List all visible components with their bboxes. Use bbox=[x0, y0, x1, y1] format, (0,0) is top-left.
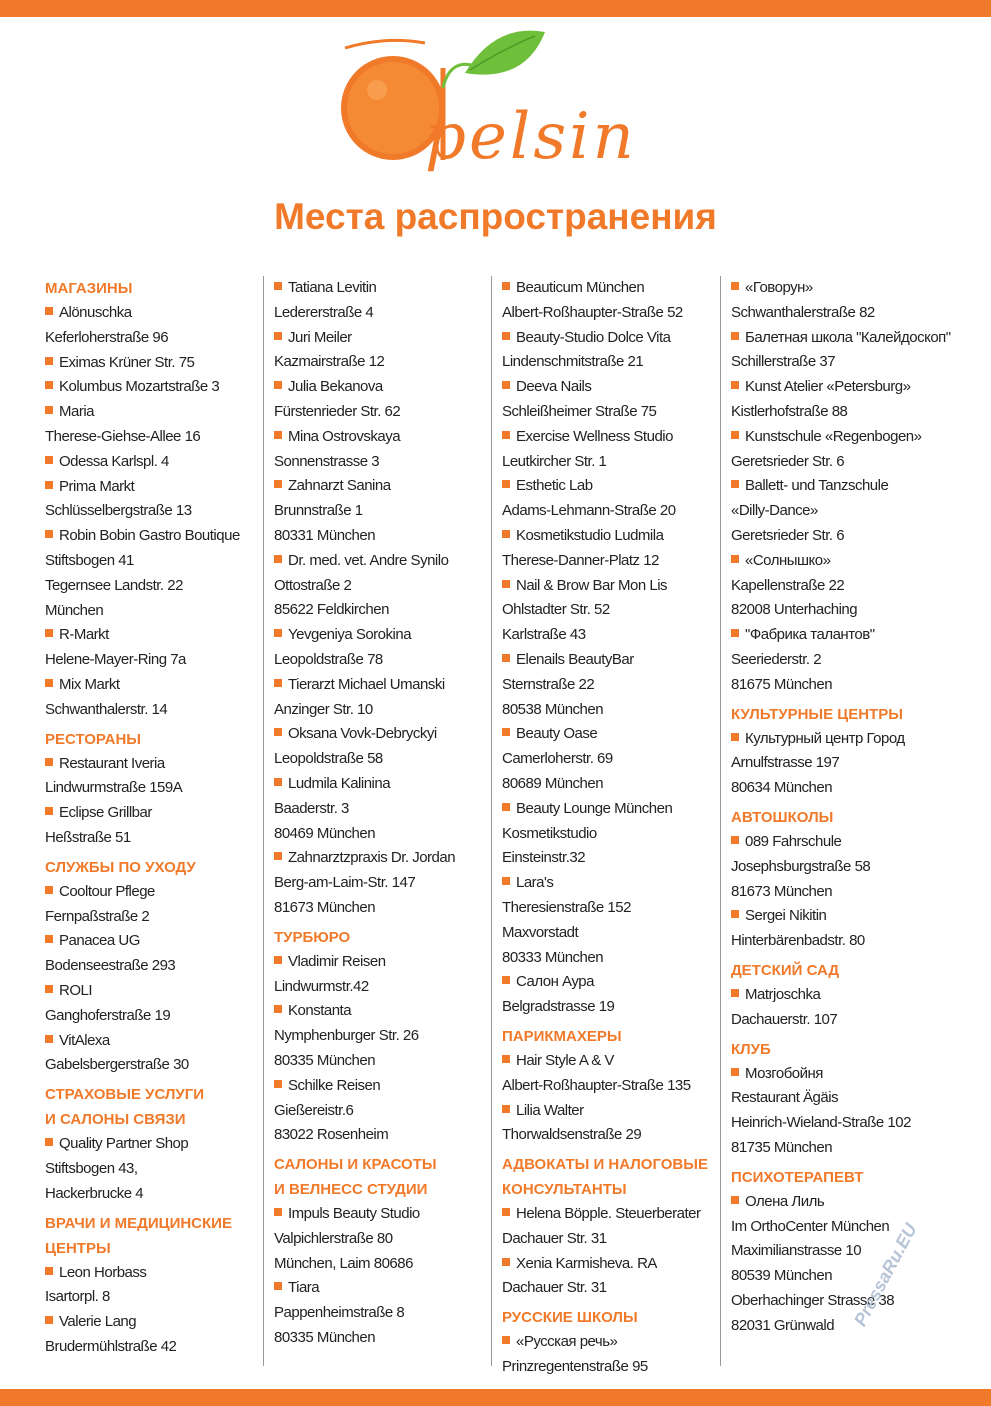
directory-entry bbox=[502, 871, 717, 970]
entry-name: Elenails BeautyBar bbox=[502, 648, 717, 673]
entry-address: Valpichlerstraße 80 bbox=[274, 1229, 393, 1247]
entry-name: Juri Meiler bbox=[274, 326, 492, 351]
entry-name: VitAlexa bbox=[45, 1029, 260, 1054]
entry-address: 82008 Unterhaching bbox=[731, 601, 858, 619]
entry-name: Dr. med. vet. Andre Synilo bbox=[274, 549, 492, 574]
entry-address: Gabelsbergerstraße 30 bbox=[45, 1056, 189, 1074]
entry-address: Keferloherstraße 96 bbox=[45, 328, 169, 346]
directory-entry bbox=[502, 1330, 717, 1380]
entry-address: Ohlstadter Str. 52 bbox=[502, 601, 610, 619]
directory-entry bbox=[274, 846, 492, 920]
entry-name: Nail & Brow Bar Mon Lis bbox=[502, 574, 717, 599]
entry-address: Geretsrieder Str. 6 bbox=[731, 452, 845, 470]
directory-entry bbox=[45, 752, 260, 802]
entry-address: Prinzregentenstraße 95 bbox=[502, 1358, 648, 1376]
entry-name: «Говорун» bbox=[731, 276, 971, 301]
entry-address: Schillerstraße 37 bbox=[731, 353, 836, 371]
directory-entry bbox=[731, 375, 971, 425]
entry-address: Oberhachinger Strasse 38 bbox=[731, 1291, 895, 1309]
directory-entry bbox=[45, 623, 260, 673]
directory-section bbox=[274, 276, 492, 921]
entry-name: Mina Ostrovskaya bbox=[274, 425, 492, 450]
entry-address: Kosmetikstudio bbox=[502, 824, 597, 842]
entry-name: Lara's bbox=[502, 871, 717, 896]
entry-address: 80335 München bbox=[274, 1051, 376, 1069]
directory-entry bbox=[274, 425, 492, 475]
entry-address: 81673 München bbox=[274, 898, 376, 916]
column-3 bbox=[502, 276, 717, 1380]
directory-entry bbox=[731, 727, 971, 801]
directory-entry bbox=[502, 574, 717, 648]
entry-name: Deeva Nails bbox=[502, 375, 717, 400]
entry-address: Ledererstraße 4 bbox=[274, 303, 374, 321]
entry-name: Kosmetikstudio Ludmila bbox=[502, 524, 717, 549]
section-heading: ВРАЧИ И МЕДИЦИНСКИЕ bbox=[45, 1214, 232, 1232]
directory-section bbox=[274, 925, 492, 1148]
entry-name: Kunst Atelier «Petersburg» bbox=[731, 375, 971, 400]
directory-entry bbox=[45, 1310, 260, 1360]
directory-entry bbox=[45, 450, 260, 475]
entry-address: Sternstraße 22 bbox=[502, 675, 595, 693]
directory-entry bbox=[731, 983, 971, 1033]
column-2 bbox=[274, 276, 492, 1351]
entry-address: Karlstraße 43 bbox=[502, 626, 586, 644]
directory-entry bbox=[274, 474, 492, 548]
directory-entry bbox=[274, 276, 492, 326]
entry-address: Leopoldstraße 58 bbox=[274, 750, 383, 768]
entry-address: Stiftsbogen 41 bbox=[45, 551, 134, 569]
directory-entry bbox=[502, 1202, 717, 1252]
directory-entry bbox=[45, 475, 260, 525]
entry-address: Brunnstraße 1 bbox=[274, 502, 363, 520]
directory-entry bbox=[45, 524, 260, 623]
entry-address: Belgradstrasse 19 bbox=[502, 998, 615, 1016]
entry-address: 80538 München bbox=[502, 700, 604, 718]
section-heading: АВТОШКОЛЫ bbox=[731, 808, 834, 826]
section-heading: СЛУЖБЫ ПО УХОДУ bbox=[45, 858, 196, 876]
logo-wordmark: pelsin bbox=[425, 100, 637, 174]
entry-name: Мозгобойня bbox=[731, 1062, 971, 1087]
entry-name: Sergei Nikitin bbox=[731, 904, 971, 929]
entry-address: Ottostraße 2 bbox=[274, 576, 352, 594]
directory-section bbox=[731, 276, 971, 698]
directory-entry bbox=[45, 929, 260, 979]
section-heading: РУССКИЕ ШКОЛЫ bbox=[502, 1309, 638, 1327]
entry-address: Adams-Lehmann-Straße 20 bbox=[502, 502, 676, 520]
directory-entry bbox=[274, 999, 492, 1073]
entry-address: Lindwurmstraße 159A bbox=[45, 779, 183, 797]
directory-entry bbox=[45, 351, 260, 376]
entry-name: Kunstschule «Regenbogen» bbox=[731, 425, 971, 450]
entry-name: Matrjoschka bbox=[731, 983, 971, 1008]
directory-section bbox=[731, 1037, 971, 1161]
bottom-accent-bar bbox=[0, 1389, 991, 1406]
entry-name: "Фабрика талантов" bbox=[731, 623, 971, 648]
directory-entry bbox=[502, 1252, 717, 1302]
directory-entry bbox=[45, 673, 260, 723]
entry-name: Konstanta bbox=[274, 999, 492, 1024]
entry-address: Bodenseestraße 293 bbox=[45, 957, 176, 975]
entry-address: 80333 München bbox=[502, 948, 604, 966]
apelsin-logo bbox=[325, 28, 665, 198]
entry-name: Zahnarztzpraxis Dr. Jordan bbox=[274, 846, 492, 871]
entry-name: Panacea UG bbox=[45, 929, 260, 954]
directory-entry bbox=[274, 772, 492, 846]
entry-name: Quality Partner Shop bbox=[45, 1132, 260, 1157]
entry-address: Stiftsbogen 43, bbox=[45, 1159, 138, 1177]
directory-section bbox=[502, 1024, 717, 1148]
directory-section bbox=[45, 276, 260, 723]
column-divider bbox=[491, 276, 492, 1366]
entry-address: Schwanthalerstraße 82 bbox=[731, 303, 875, 321]
section-heading: КУЛЬТУРНЫЕ ЦЕНТРЫ bbox=[731, 705, 903, 723]
entry-name: Maria bbox=[45, 400, 260, 425]
entry-address: Heßstraße 51 bbox=[45, 828, 131, 846]
entry-address: Berg-am-Laim-Str. 147 bbox=[274, 874, 416, 892]
entry-name: Балетная школа "Калейдоскоп" bbox=[731, 326, 971, 351]
entry-address: Therese-Danner-Platz 12 bbox=[502, 551, 659, 569]
entry-name: ROLI bbox=[45, 979, 260, 1004]
directory-entry bbox=[731, 830, 971, 904]
directory-section bbox=[731, 1165, 971, 1339]
top-accent-bar bbox=[0, 0, 991, 17]
section-heading: РЕСТОРАНЫ bbox=[45, 730, 141, 748]
directory-section bbox=[502, 276, 717, 1020]
entry-name: Ballett- und Tanzschule bbox=[731, 474, 971, 499]
entry-address: Anzinger Str. 10 bbox=[274, 700, 373, 718]
entry-name: Lilia Walter bbox=[502, 1099, 717, 1124]
directory-entry bbox=[274, 950, 492, 1000]
entry-address: Camerloherstr. 69 bbox=[502, 750, 613, 768]
entry-address: Lindwurmstr.42 bbox=[274, 977, 369, 995]
section-heading: АДВОКАТЫ И НАЛОГОВЫЕ bbox=[502, 1156, 708, 1174]
entry-name: Oksana Vovk-Debryckyi bbox=[274, 722, 492, 747]
directory-entry bbox=[502, 474, 717, 524]
entry-address: Theresienstraße 152 bbox=[502, 898, 631, 916]
entry-name: Leon Horbass bbox=[45, 1261, 260, 1286]
entry-name: Eclipse Grillbar bbox=[45, 801, 260, 826]
entry-name: «Солнышко» bbox=[731, 549, 971, 574]
entry-address: München bbox=[45, 601, 104, 619]
entry-address: Dachauer Str. 31 bbox=[502, 1229, 607, 1247]
section-heading: КЛУБ bbox=[731, 1040, 771, 1058]
entry-name: Vladimir Reisen bbox=[274, 950, 492, 975]
entry-name: Alönuschka bbox=[45, 301, 260, 326]
entry-name: Салон Аура bbox=[502, 970, 717, 995]
entry-address: Heinrich-Wieland-Straße 102 bbox=[731, 1114, 911, 1132]
entry-name: Tatiana Levitin bbox=[274, 276, 492, 301]
entry-address: 80634 München bbox=[731, 779, 833, 797]
directory-entry bbox=[502, 722, 717, 796]
directory-entry bbox=[502, 276, 717, 326]
section-heading: МАГАЗИНЫ bbox=[45, 280, 133, 297]
entry-address: Kistlerhofstraße 88 bbox=[731, 402, 848, 420]
entry-address: Gießereistr.6 bbox=[274, 1101, 354, 1119]
entry-address: Geretsrieder Str. 6 bbox=[731, 526, 845, 544]
column-1 bbox=[45, 276, 260, 1360]
entry-address: 80539 München bbox=[731, 1267, 833, 1285]
directory-entry bbox=[45, 880, 260, 930]
directory-entry bbox=[502, 375, 717, 425]
entry-address: Fürstenrieder Str. 62 bbox=[274, 402, 401, 420]
directory-entry bbox=[274, 1074, 492, 1148]
directory-section bbox=[45, 727, 260, 851]
directory-section bbox=[731, 958, 971, 1033]
entry-address: München, Laim 80686 bbox=[274, 1254, 413, 1272]
entry-address: Josephsburgstraße 58 bbox=[731, 857, 871, 875]
entry-address: Schwanthalerstr. 14 bbox=[45, 700, 168, 718]
entry-name: Robin Bobin Gastro Boutique bbox=[45, 524, 260, 549]
directory-section bbox=[45, 855, 260, 1078]
section-heading: ПСИХОТЕРАПЕВТ bbox=[731, 1168, 864, 1186]
directory-entry bbox=[502, 326, 717, 376]
entry-name: Esthetic Lab bbox=[502, 474, 717, 499]
section-heading: И ВЕЛНЕСС СТУДИИ bbox=[274, 1181, 428, 1199]
directory-entry bbox=[731, 425, 971, 475]
entry-name: Tiara bbox=[274, 1276, 492, 1301]
directory-section bbox=[502, 1305, 717, 1380]
entry-address: «Dilly-Dance» bbox=[731, 502, 818, 520]
entry-address: Albert-Roßhaupter-Straße 135 bbox=[502, 1076, 691, 1094]
entry-address: Arnulfstrasse 197 bbox=[731, 754, 840, 772]
entry-name: Odessa Karlspl. 4 bbox=[45, 450, 260, 475]
entry-name: Exercise Wellness Studio bbox=[502, 425, 717, 450]
section-heading: СТРАХОВЫЕ УСЛУГИ bbox=[45, 1086, 205, 1104]
entry-address: Lindenschmitstraße 21 bbox=[502, 353, 644, 371]
entry-name: Restaurant Iveria bbox=[45, 752, 260, 777]
entry-address: 82031 Grünwald bbox=[731, 1316, 835, 1334]
directory-entry bbox=[502, 1099, 717, 1149]
entry-name: Beauty-Studio Dolce Vita bbox=[502, 326, 717, 351]
entry-name: R-Markt bbox=[45, 623, 260, 648]
directory-section bbox=[274, 1152, 492, 1351]
section-heading: ТУРБЮРО bbox=[274, 928, 351, 946]
entry-name: «Русская речь» bbox=[502, 1330, 717, 1355]
entry-name: Beauticum München bbox=[502, 276, 717, 301]
entry-address: Helene-Mayer-Ring 7a bbox=[45, 651, 186, 669]
directory-entry bbox=[274, 673, 492, 723]
section-heading: ПАРИКМАХЕРЫ bbox=[502, 1027, 622, 1045]
directory-entry bbox=[502, 970, 717, 1020]
directory-entry bbox=[45, 375, 260, 400]
entry-address: Isartorpl. 8 bbox=[45, 1288, 110, 1306]
section-heading: КОНСУЛЬТАНТЫ bbox=[502, 1181, 627, 1199]
entry-address: Therese-Giehse-Allee 16 bbox=[45, 427, 201, 445]
directory-entry bbox=[502, 524, 717, 574]
entry-name: Культурный центр Город bbox=[731, 727, 971, 752]
entry-address: Schlüsselbergstraße 13 bbox=[45, 502, 192, 520]
column-divider bbox=[263, 276, 264, 1366]
entry-name: Julia Bekanova bbox=[274, 375, 492, 400]
directory-entry bbox=[274, 1202, 492, 1276]
entry-name: Xenia Karmisheva. RA bbox=[502, 1252, 717, 1277]
entry-address: Pappenheimstraße 8 bbox=[274, 1304, 405, 1322]
directory-entry bbox=[274, 623, 492, 673]
watermark: PressaRu.EU bbox=[850, 1220, 921, 1330]
entry-name: Cooltour Pflege bbox=[45, 880, 260, 905]
entry-address: Restaurant Ägäis bbox=[731, 1089, 839, 1107]
entry-address: Maxvorstadt bbox=[502, 923, 579, 941]
entry-address: 83022 Rosenheim bbox=[274, 1126, 389, 1144]
directory-entry bbox=[45, 1029, 260, 1079]
section-heading: ДЕТСКИЙ САД bbox=[731, 961, 840, 979]
entry-address: Hackerbrucke 4 bbox=[45, 1184, 144, 1202]
entry-name: Eximas Krüner Str. 75 bbox=[45, 351, 260, 376]
directory-entry bbox=[45, 1261, 260, 1311]
directory-entry bbox=[731, 1062, 971, 1161]
directory-entry bbox=[731, 276, 971, 326]
entry-address: Fernpaßstraße 2 bbox=[45, 907, 150, 925]
entry-address: 80335 München bbox=[274, 1329, 376, 1347]
directory-entry bbox=[274, 549, 492, 623]
entry-name: Zahnarzt Sanina bbox=[274, 474, 492, 499]
entry-address: Einsteinstr.32 bbox=[502, 849, 586, 867]
entry-name: Valerie Lang bbox=[45, 1310, 260, 1335]
page-title: Места распространения bbox=[274, 196, 717, 237]
entry-address: 81675 München bbox=[731, 675, 833, 693]
directory-entry bbox=[731, 623, 971, 697]
directory-entry bbox=[731, 549, 971, 623]
entry-address: Kapellenstraße 22 bbox=[731, 576, 845, 594]
entry-address: Seeriederstr. 2 bbox=[731, 650, 822, 668]
directory-section bbox=[45, 1211, 260, 1360]
entry-address: 85622 Feldkirchen bbox=[274, 601, 389, 619]
section-heading: САЛОНЫ И КРАСОТЫ bbox=[274, 1156, 437, 1174]
directory-entry bbox=[274, 375, 492, 425]
directory-section bbox=[45, 1082, 260, 1206]
directory-entry bbox=[731, 474, 971, 548]
directory-entry bbox=[45, 1132, 260, 1206]
entry-address: Thorwaldsenstraße 29 bbox=[502, 1126, 642, 1144]
entry-name: Impuls Beauty Studio bbox=[274, 1202, 492, 1227]
entry-name: Prima Markt bbox=[45, 475, 260, 500]
entry-address: Schleißheimer Straße 75 bbox=[502, 402, 657, 420]
directory-entry bbox=[502, 425, 717, 475]
entry-name: Ludmila Kalinina bbox=[274, 772, 492, 797]
directory-entry bbox=[502, 1049, 717, 1099]
entry-address: Baaderstr. 3 bbox=[274, 799, 349, 817]
column-divider bbox=[720, 276, 721, 1366]
directory-entry bbox=[45, 801, 260, 851]
directory-entry bbox=[274, 1276, 492, 1350]
entry-address: Maximilianstrasse 10 bbox=[731, 1242, 862, 1260]
entry-address: Kazmairstraße 12 bbox=[274, 353, 385, 371]
directory-entry bbox=[274, 326, 492, 376]
entry-address: Nymphenburger Str. 26 bbox=[274, 1027, 419, 1045]
entry-name: Beauty Lounge München bbox=[502, 797, 717, 822]
entry-address: 80689 München bbox=[502, 774, 604, 792]
entry-name: Олена Лиль bbox=[731, 1190, 971, 1215]
entry-address: Dachauer Str. 31 bbox=[502, 1279, 607, 1297]
entry-address: Tegernsee Landstr. 22 bbox=[45, 576, 183, 594]
directory-entry bbox=[274, 722, 492, 772]
entry-address: Ganghoferstraße 19 bbox=[45, 1006, 171, 1024]
directory-section bbox=[502, 1152, 717, 1301]
directory-section bbox=[731, 805, 971, 954]
entry-address: Albert-Roßhaupter-Straße 52 bbox=[502, 303, 683, 321]
entry-name: Schilke Reisen bbox=[274, 1074, 492, 1099]
entry-address: Hinterbärenbadstr. 80 bbox=[731, 932, 865, 950]
column-4 bbox=[731, 276, 971, 1338]
directory-entry bbox=[502, 797, 717, 871]
entry-address: Im OrthoCenter München bbox=[731, 1217, 890, 1235]
directory-section bbox=[731, 702, 971, 801]
entry-address: Dachauerstr. 107 bbox=[731, 1010, 838, 1028]
entry-address: 80331 München bbox=[274, 526, 376, 544]
entry-address: 80469 München bbox=[274, 824, 376, 842]
entry-name: Hair Style A & V bbox=[502, 1049, 717, 1074]
entry-address: 81735 München bbox=[731, 1138, 833, 1156]
section-heading: ЦЕНТРЫ bbox=[45, 1239, 111, 1257]
entry-name: 089 Fahrschule bbox=[731, 830, 971, 855]
entry-name: Tierarzt Michael Umanski bbox=[274, 673, 492, 698]
directory-entry bbox=[731, 904, 971, 954]
entry-name: Kolumbus Mozartstraße 3 bbox=[45, 375, 260, 400]
entry-address: Leopoldstraße 78 bbox=[274, 650, 383, 668]
directory-entry bbox=[502, 648, 717, 722]
entry-name: Mix Markt bbox=[45, 673, 260, 698]
section-heading: И САЛОНЫ СВЯЗИ bbox=[45, 1111, 186, 1129]
entry-address: Sonnenstrasse 3 bbox=[274, 452, 380, 470]
entry-address: 81673 München bbox=[731, 882, 833, 900]
directory-entry bbox=[45, 979, 260, 1029]
entry-address: Brudermühlstraße 42 bbox=[45, 1337, 177, 1355]
entry-name: Beauty Oase bbox=[502, 722, 717, 747]
directory-entry bbox=[731, 326, 971, 376]
entry-address: Leutkircher Str. 1 bbox=[502, 452, 607, 470]
entry-name: Helena Böpple. Steuerberater bbox=[502, 1202, 717, 1227]
directory-entry bbox=[45, 400, 260, 450]
directory-entry bbox=[45, 301, 260, 351]
entry-name: Yevgeniya Sorokina bbox=[274, 623, 492, 648]
